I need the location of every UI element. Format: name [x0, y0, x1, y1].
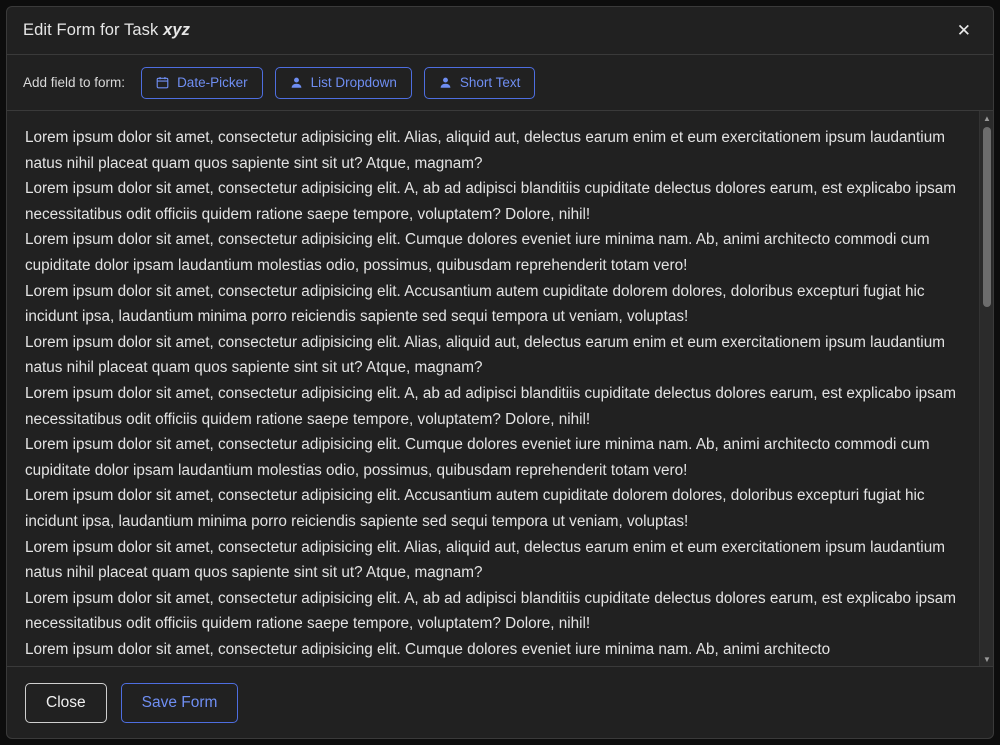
content-paragraph: Lorem ipsum dolor sit amet, consectetur adipisicing elit. Alias, aliquid aut, delectus earum enim et eum exercitationem ipsum laudantium natus nihil placeat quam quos sapiente sint sit ut? Atque, magnam? — [25, 129, 945, 172]
person-icon — [290, 76, 303, 89]
scrollbar-thumb[interactable] — [983, 127, 991, 307]
page-title — [23, 21, 190, 40]
add-field-toolbar — [7, 55, 993, 111]
add-date-picker-button[interactable] — [141, 67, 263, 99]
content-paragraph: Lorem ipsum dolor sit amet, consectetur adipisicing elit. Alias, aliquid aut, delectus earum enim et eum exercitationem ipsum laudantium natus nihil placeat quam quos sapiente sint sit ut? Atque, magnam? — [25, 333, 945, 377]
modal-footer — [7, 666, 993, 738]
scroll-up-arrow-icon[interactable]: ▲ — [983, 113, 991, 123]
task-id: xyz — [163, 21, 190, 39]
calendar-icon — [156, 76, 169, 89]
close-icon[interactable]: ✕ — [956, 21, 971, 40]
vertical-scrollbar[interactable] — [979, 111, 993, 666]
content-paragraph: Lorem ipsum dolor sit amet, consectetur adipisicing elit. A, ab ad adipisci blanditiis cupiditate delectus dolores earum, est explicabo ipsam necessitatibus odit officiis quidem ratione saepe tempore, voluptatem? Dolore, nihil! — [25, 589, 957, 633]
content-paragraph: Lorem ipsum dolor sit amet, consectetur adipisicing elit. Alias, aliquid aut, delectus earum enim et eum exercitationem ipsum laudantium natus nihil placeat quam quos sapiente sint sit ut? Atque, magnam? — [25, 538, 945, 582]
content-paragraph: Lorem ipsum dolor sit amet, consectetur adipisicing elit. Accusantium autem cupiditate dolorem dolores, doloribus excepturi fugiat hic incidunt ipsa, laudantium minima porro reiciendis sapiente sed sequi tempora ut veniam, voluptas! — [25, 487, 925, 530]
content-paragraph: Lorem ipsum dolor sit amet, consectetur adipisicing elit. Cumque dolores eveniet iure minima nam. Ab, animi architecto — [25, 640, 831, 658]
content-paragraph: Lorem ipsum dolor sit amet, consectetur adipisicing elit. Cumque dolores eveniet iure minima nam. Ab, animi architecto commodi cum cupiditate dolor ipsam laudantium molestias odio, possimus, quibusdam reprehenderit totam vero! — [25, 231, 930, 274]
person-icon — [439, 76, 452, 89]
content-paragraph: Lorem ipsum dolor sit amet, consectetur adipisicing elit. A, ab ad adipisci blanditiis cupiditate delectus dolores earum, est explicabo ipsam necessitatibus odit officiis quidem ratione saepe tempore, voluptatem? Dolore, nihil! — [25, 180, 957, 223]
content-paragraph: Lorem ipsum dolor sit amet, consectetur adipisicing elit. Cumque dolores eveniet iure minima nam. Ab, animi architecto commodi cum cupiditate dolor ipsam laudantium molestias odio, possimus, quibusdam reprehenderit totam vero! — [25, 436, 930, 479]
close-button[interactable]: Close — [25, 683, 107, 723]
form-content-area — [7, 111, 979, 666]
modal-body — [7, 111, 993, 666]
save-form-button[interactable]: Save Form — [121, 683, 239, 723]
edit-form-modal — [6, 6, 994, 739]
add-short-text-label: Short Text — [459, 75, 521, 90]
add-list-dropdown-button[interactable] — [275, 67, 412, 99]
scroll-down-arrow-icon[interactable]: ▼ — [983, 654, 991, 664]
add-short-text-button[interactable] — [424, 67, 536, 99]
modal-title-text: Edit Form for Task — [23, 21, 164, 39]
modal-header — [7, 7, 993, 55]
add-field-label: Add field to form: — [23, 75, 126, 90]
content-paragraph: Lorem ipsum dolor sit amet, consectetur adipisicing elit. A, ab ad adipisci blanditiis cupiditate delectus dolores earum, est explicabo ipsam necessitatibus odit officiis quidem ratione saepe tempore, voluptatem? Dolore, nihil! — [25, 384, 957, 428]
add-date-picker-label: Date-Picker — [177, 75, 248, 90]
add-list-dropdown-label: List Dropdown — [310, 75, 397, 90]
content-paragraph: Lorem ipsum dolor sit amet, consectetur adipisicing elit. Accusantium autem cupiditate dolorem dolores, doloribus excepturi fugiat hic incidunt ipsa, laudantium minima porro reiciendis sapiente sed sequi tempora ut veniam, voluptas! — [25, 282, 925, 326]
